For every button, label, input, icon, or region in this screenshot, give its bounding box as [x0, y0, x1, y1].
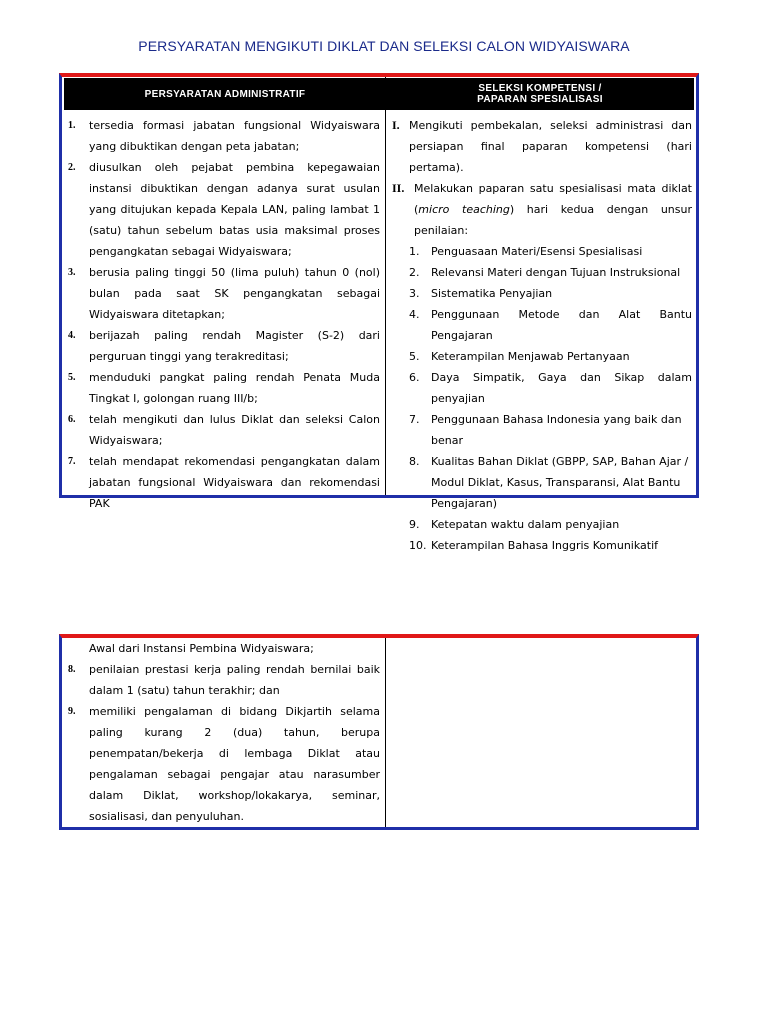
header-admin: PERSYARATAN ADMINISTRATIF	[144, 88, 306, 100]
column-divider	[385, 638, 386, 827]
requirements-table-page2	[59, 634, 699, 830]
list-item: 1. tersedia formasi jabatan fungsional Widyaiswara yang dibuktikan dengan peta jabatan;	[68, 119, 380, 153]
assessment-item: 3. Sistematika Penyajian	[409, 287, 553, 300]
assessment-item: 7. Penggunaan Bahasa Indonesia yang baik dan benar	[409, 413, 682, 447]
document-title: PERSYARATAN MENGIKUTI DIKLAT DAN SELEKSI CALON WIDYAISWARA	[138, 38, 630, 54]
list-item: 9. memiliki pengalaman di bidang Dikjartih selama paling kurang 2 (dua) tahun, berupa penempatan/bekerja di lembaga Diklat atau pengalaman sebagai pengajar atau narasumber dalam Diklat, workshop/lokakarya, seminar, sosialisasi, dan penyuluhan.	[68, 705, 380, 823]
requirements-table-page1	[59, 73, 699, 552]
admin-requirements-list	[68, 115, 380, 514]
list-item: 2. diusulkan oleh pejabat pembina kepegawaian instansi dibuktikan dengan adanya surat usulan yang ditujukan kepada Kepala LAN, paling lambat 1 (satu) tahun sebelum batas usia maksimal proses pengangkatan sebagai Widyaiswara;	[68, 161, 380, 258]
assessment-item: 10. Keterampilan Bahasa Inggris Komunikatif	[409, 539, 659, 552]
assessment-item: 4. Penggunaan Metode dan Alat Bantu Pengajaran	[409, 308, 692, 342]
list-item: 3. berusia paling tinggi 50 (lima puluh) tahun 0 (nol) bulan pada saat SK pengangkatan sebagai Widyaiswara ditetapkan;	[68, 266, 380, 321]
list-item: 4. berijazah paling rendah Magister (S-2) dari perguruan tinggi yang terakreditasi;	[68, 329, 380, 363]
seleksi-list	[392, 115, 692, 556]
assessment-item: 1. Penguasaan Materi/Esensi Spesialisasi	[409, 245, 643, 258]
assessment-item: 5. Keterampilan Menjawab Pertanyaan	[409, 350, 630, 363]
list-item-continuation: Awal dari Instansi Pembina Widyaiswara;	[89, 642, 314, 655]
header-seleksi	[386, 78, 694, 110]
list-item: 5. menduduki pangkat paling rendah Penata Muda Tingkat I, golongan ruang III/b;	[68, 371, 380, 405]
list-item: 8. penilaian prestasi kerja paling rendah bernilai baik dalam 1 (satu) tahun terakhir; dan	[68, 663, 380, 697]
table-header	[64, 78, 694, 110]
seleksi-item-ii: II. Melakukan paparan satu spesialisasi mata diklat (micro teaching) hari kedua dengan unsur penilaian:	[392, 181, 692, 237]
admin-requirements-list-cont	[68, 638, 380, 827]
assessment-item: 2. Relevansi Materi dengan Tujuan Instruksional	[409, 266, 681, 279]
column-divider	[385, 77, 386, 495]
list-item: 6. telah mengikuti dan lulus Diklat dan seleksi Calon Widyaiswara;	[68, 413, 380, 447]
assessment-item: 9. Ketepatan waktu dalam penyajian	[409, 518, 620, 531]
assessment-item: 6. Daya Simpatik, Gaya dan Sikap dalam penyajian	[409, 371, 692, 405]
list-item: 7. telah mendapat rekomendasi pengangkatan dalam jabatan fungsional Widyaiswara dan rekomendasi PAK	[68, 455, 380, 510]
header-seleksi-line2: PAPARAN SPESIALISASI	[477, 94, 603, 105]
assessment-item: 8. Kualitas Bahan Diklat (GBPP, SAP, Bahan Ajar / Modul Diklat, Kasus, Transparansi, Alat Bantu Pengajaran)	[409, 455, 689, 510]
seleksi-item-i: I. Mengikuti pembekalan, seleksi administrasi dan persiapan final paparan kompetensi (hari pertama).	[392, 118, 692, 174]
header-seleksi-line1: SELEKSI KOMPETENSI /	[478, 83, 602, 94]
